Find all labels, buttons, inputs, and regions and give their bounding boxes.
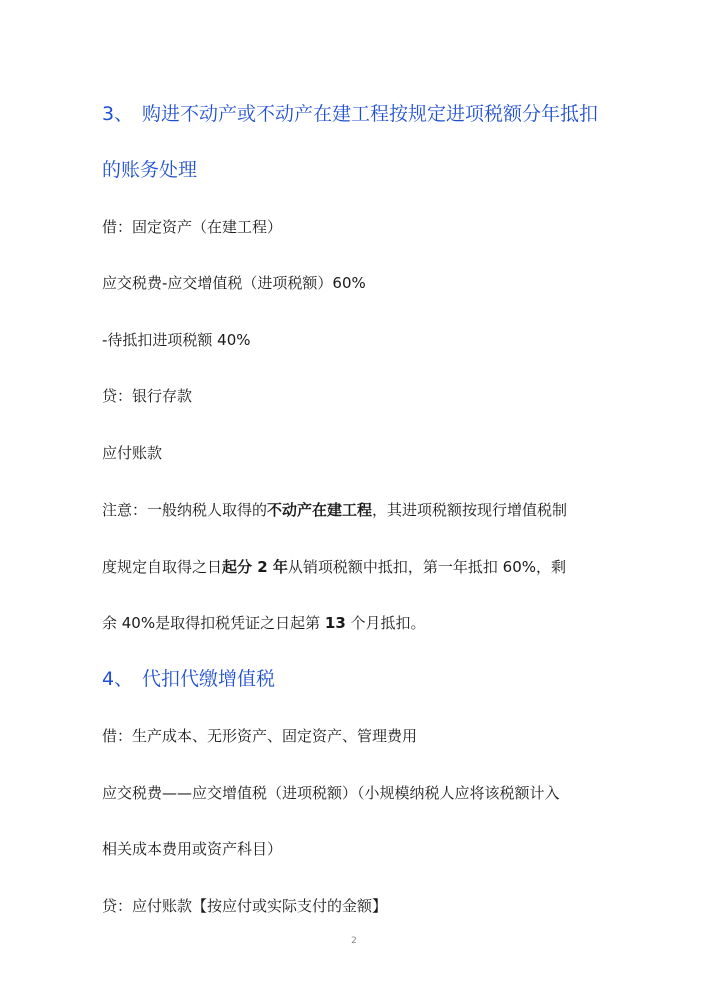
entry-debit-costs: 借：生产成本、无形资产、固定资产、管理费用	[102, 727, 418, 745]
note-text: ，其进项税额按现行增值税制	[372, 501, 568, 519]
section-4-title: 代扣代缴增值税	[142, 668, 276, 690]
entry-vat-input-line1: 应交税费——应交增值税（进项税额）（小规模纳税人应将该税额计入	[102, 784, 560, 802]
note-emphasis: 13	[324, 614, 346, 632]
note-emphasis: 不动产在建工程	[267, 501, 373, 519]
note-line-1	[102, 499, 567, 521]
section-3-title-line1: 购进不动产或不动产在建工程按规定进项税额分年抵扣	[142, 103, 599, 125]
section-4-number: 4、	[102, 668, 134, 690]
section-3-heading	[102, 101, 598, 127]
note-text: 注意：一般纳税人取得的	[102, 501, 268, 519]
note-text: 余 40%是取得扣税凭证之日起第	[102, 614, 325, 632]
note-text: 从销项税额中抵扣，第一年抵扣 60%，剩	[287, 558, 567, 576]
entry-credit-accounts-payable: 贷：应付账款【按应付或实际支付的金额】	[102, 897, 388, 915]
note-emphasis: 起分 2 年	[222, 558, 288, 576]
note-line-2	[102, 556, 566, 578]
note-text: 个月抵扣。	[345, 614, 426, 632]
entry-vat-input-line2: 相关成本费用或资产科目）	[102, 840, 283, 858]
page-number: 2	[351, 936, 357, 946]
entry-debit-fixed-assets: 借：固定资产（在建工程）	[102, 218, 283, 236]
note-line-3	[102, 612, 426, 634]
section-3-number: 3、	[102, 103, 134, 125]
section-3-title-line2: 的账务处理	[102, 159, 198, 181]
entry-credit-bank-deposit: 贷：银行存款	[102, 387, 193, 405]
section-4-heading	[102, 666, 275, 692]
entry-pending-deduction-40: -待抵扣进项税额 40%	[102, 331, 251, 349]
entry-accounts-payable: 应付账款	[102, 444, 163, 462]
note-text: 度规定自取得之日	[102, 558, 223, 576]
entry-vat-input-60: 应交税费-应交增值税（进项税额）60%	[102, 274, 366, 292]
section-3-heading-cont	[102, 157, 197, 183]
